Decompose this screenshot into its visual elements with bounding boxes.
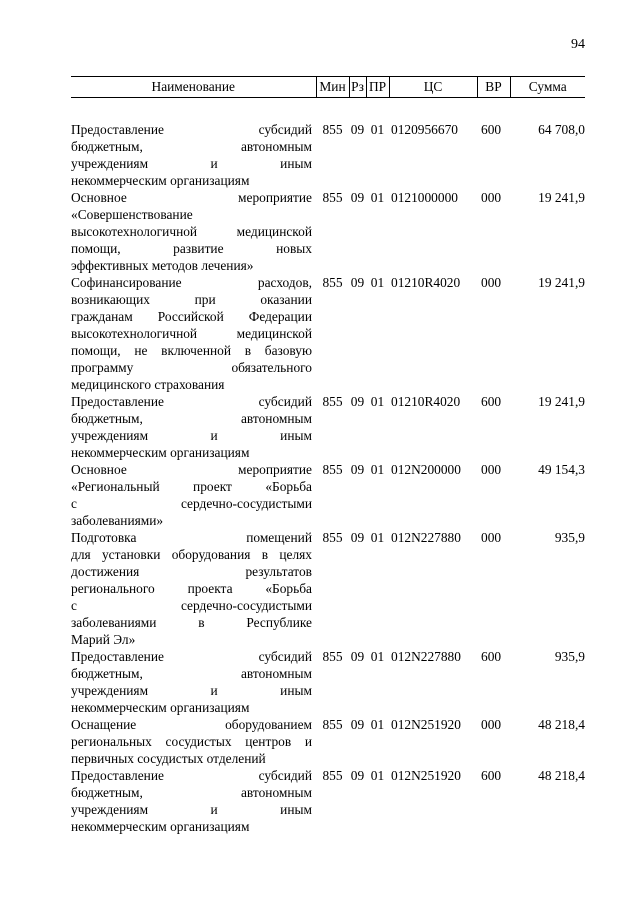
row-cs: 0121000000 xyxy=(391,190,458,205)
row-name-line: Марий Эл» xyxy=(71,632,136,647)
row-sum: 48 218,4 xyxy=(538,768,585,783)
table-row xyxy=(71,461,585,529)
row-sum: 64 708,0 xyxy=(538,122,585,137)
row-name-line: бюджетным, автономным xyxy=(71,785,312,800)
row-name-line: Предоставление субсидий xyxy=(71,649,312,664)
row-name-line: помощи, не включенной в базовую xyxy=(71,343,312,358)
row-name-line: с сердечно-сосудистыми xyxy=(71,496,312,511)
row-name-line: Софинансирование расходов, xyxy=(71,275,312,290)
row-vr: 000 xyxy=(481,275,502,290)
row-pr: 01 xyxy=(370,649,385,664)
row-min: 855 xyxy=(322,122,343,137)
row-name-line: «Региональный проект «Борьба xyxy=(71,479,312,494)
row-rz: 09 xyxy=(350,462,365,477)
row-name-line: Подготовка помещений xyxy=(71,530,312,545)
row-name-line: достижения результатов xyxy=(71,564,312,579)
row-name-line: гражданам Российской Федерации xyxy=(71,309,312,324)
table-row xyxy=(71,648,585,716)
row-rz: 09 xyxy=(350,649,365,664)
row-vr: 600 xyxy=(481,768,502,783)
row-cs: 012N200000 xyxy=(391,462,461,477)
row-name-line: первичных сосудистых отделений xyxy=(71,751,266,766)
row-name-line: возникающих при оказании xyxy=(71,292,312,307)
row-min: 855 xyxy=(322,717,343,732)
header-rz: Рз xyxy=(349,77,366,98)
row-rz: 09 xyxy=(350,394,365,409)
row-name-line: Основное мероприятие xyxy=(71,190,312,205)
table-row xyxy=(71,274,585,393)
row-min: 855 xyxy=(322,768,343,783)
row-min: 855 xyxy=(322,190,343,205)
row-rz: 09 xyxy=(350,768,365,783)
row-name-line: медицинского страхования xyxy=(71,377,225,392)
row-name-line: учреждениям и иным xyxy=(71,156,312,171)
row-vr: 000 xyxy=(481,190,502,205)
row-min: 855 xyxy=(322,462,343,477)
header-vr: ВР xyxy=(477,77,510,98)
header-min: Мин xyxy=(316,77,349,98)
row-rz: 09 xyxy=(350,190,365,205)
row-name-line: бюджетным, автономным xyxy=(71,139,312,154)
row-rz: 09 xyxy=(350,530,365,545)
row-pr: 01 xyxy=(370,122,385,137)
row-vr: 000 xyxy=(481,717,502,732)
row-sum: 935,9 xyxy=(554,530,585,545)
row-name-line: бюджетным, автономным xyxy=(71,411,312,426)
row-pr: 01 xyxy=(370,462,385,477)
row-name-line: «Совершенствование xyxy=(71,207,193,222)
row-name-line: высокотехнологичной медицинской xyxy=(71,326,312,341)
row-name-line: некоммерческим организациям xyxy=(71,700,250,715)
row-min: 855 xyxy=(322,530,343,545)
row-pr: 01 xyxy=(370,530,385,545)
header-cs: ЦС xyxy=(389,77,477,98)
row-name xyxy=(71,716,316,767)
table-body xyxy=(71,98,585,836)
row-cs: 012N251920 xyxy=(391,717,461,732)
row-cs: 012N227880 xyxy=(391,649,461,664)
header-pr: ПР xyxy=(366,77,389,98)
row-name-line: Предоставление субсидий xyxy=(71,394,312,409)
row-min: 855 xyxy=(322,649,343,664)
row-vr: 600 xyxy=(481,122,502,137)
row-sum: 935,9 xyxy=(554,649,585,664)
table-row xyxy=(71,716,585,767)
table-row xyxy=(71,393,585,461)
row-name-line: Основное мероприятие xyxy=(71,462,312,477)
budget-table xyxy=(71,76,585,835)
row-cs: 01210R4020 xyxy=(391,275,461,290)
row-cs: 012N227880 xyxy=(391,530,461,545)
row-name xyxy=(71,393,316,461)
row-pr: 01 xyxy=(370,394,385,409)
row-name-line: Предоставление субсидий xyxy=(71,122,312,137)
row-min: 855 xyxy=(322,394,343,409)
row-vr: 600 xyxy=(481,649,502,664)
row-pr: 01 xyxy=(370,717,385,732)
row-name-line: с сердечно-сосудистыми xyxy=(71,598,312,613)
row-name-line: некоммерческим организациям xyxy=(71,445,250,460)
row-vr: 000 xyxy=(481,530,502,545)
row-name-line: некоммерческим организациям xyxy=(71,819,250,834)
row-rz: 09 xyxy=(350,275,365,290)
row-name-line: учреждениям и иным xyxy=(71,683,312,698)
row-sum: 48 218,4 xyxy=(538,717,585,732)
row-cs: 012N251920 xyxy=(391,768,461,783)
row-min: 855 xyxy=(322,275,343,290)
row-name-line: программу обязательного xyxy=(71,360,312,375)
row-sum: 19 241,9 xyxy=(538,394,585,409)
row-name-line: эффективных методов лечения» xyxy=(71,258,254,273)
row-pr: 01 xyxy=(370,190,385,205)
table-row xyxy=(71,189,585,274)
row-name-line: высокотехнологичной медицинской xyxy=(71,224,312,239)
row-name-line: Предоставление субсидий xyxy=(71,768,312,783)
row-vr: 000 xyxy=(481,462,502,477)
row-name-line: учреждениям и иным xyxy=(71,428,312,443)
table-row xyxy=(71,529,585,648)
row-rz: 09 xyxy=(350,122,365,137)
row-pr: 01 xyxy=(370,275,385,290)
row-name-line: для установки оборудования в целях xyxy=(71,547,312,562)
row-name xyxy=(71,529,316,648)
row-name-line: регионального проекта «Борьба xyxy=(71,581,312,596)
row-name-line: региональных сосудистых центров и xyxy=(71,734,312,749)
header-sum: Сумма xyxy=(510,77,585,98)
row-name-line: помощи, развитие новых xyxy=(71,241,312,256)
row-pr: 01 xyxy=(370,768,385,783)
page-number: 94 xyxy=(571,37,585,52)
table-row xyxy=(71,98,585,190)
row-name xyxy=(71,767,316,835)
row-name-line: бюджетным, автономным xyxy=(71,666,312,681)
row-name-line: некоммерческим организациям xyxy=(71,173,250,188)
row-name xyxy=(71,274,316,393)
row-vr: 600 xyxy=(481,394,502,409)
row-sum: 49 154,3 xyxy=(538,462,585,477)
table-header-row xyxy=(71,77,585,98)
row-sum: 19 241,9 xyxy=(538,275,585,290)
row-name xyxy=(71,98,316,190)
row-name xyxy=(71,461,316,529)
row-name xyxy=(71,189,316,274)
row-name-line: заболеваниями» xyxy=(71,513,164,528)
row-sum: 19 241,9 xyxy=(538,190,585,205)
header-name: Наименование xyxy=(71,77,316,98)
row-name-line: Оснащение оборудованием xyxy=(71,717,312,732)
row-name-line: учреждениям и иным xyxy=(71,802,312,817)
row-name-line: заболеваниями в Республике xyxy=(71,615,312,630)
row-cs: 0120956670 xyxy=(391,122,458,137)
row-rz: 09 xyxy=(350,717,365,732)
row-name xyxy=(71,648,316,716)
table-row xyxy=(71,767,585,835)
row-cs: 01210R4020 xyxy=(391,394,461,409)
